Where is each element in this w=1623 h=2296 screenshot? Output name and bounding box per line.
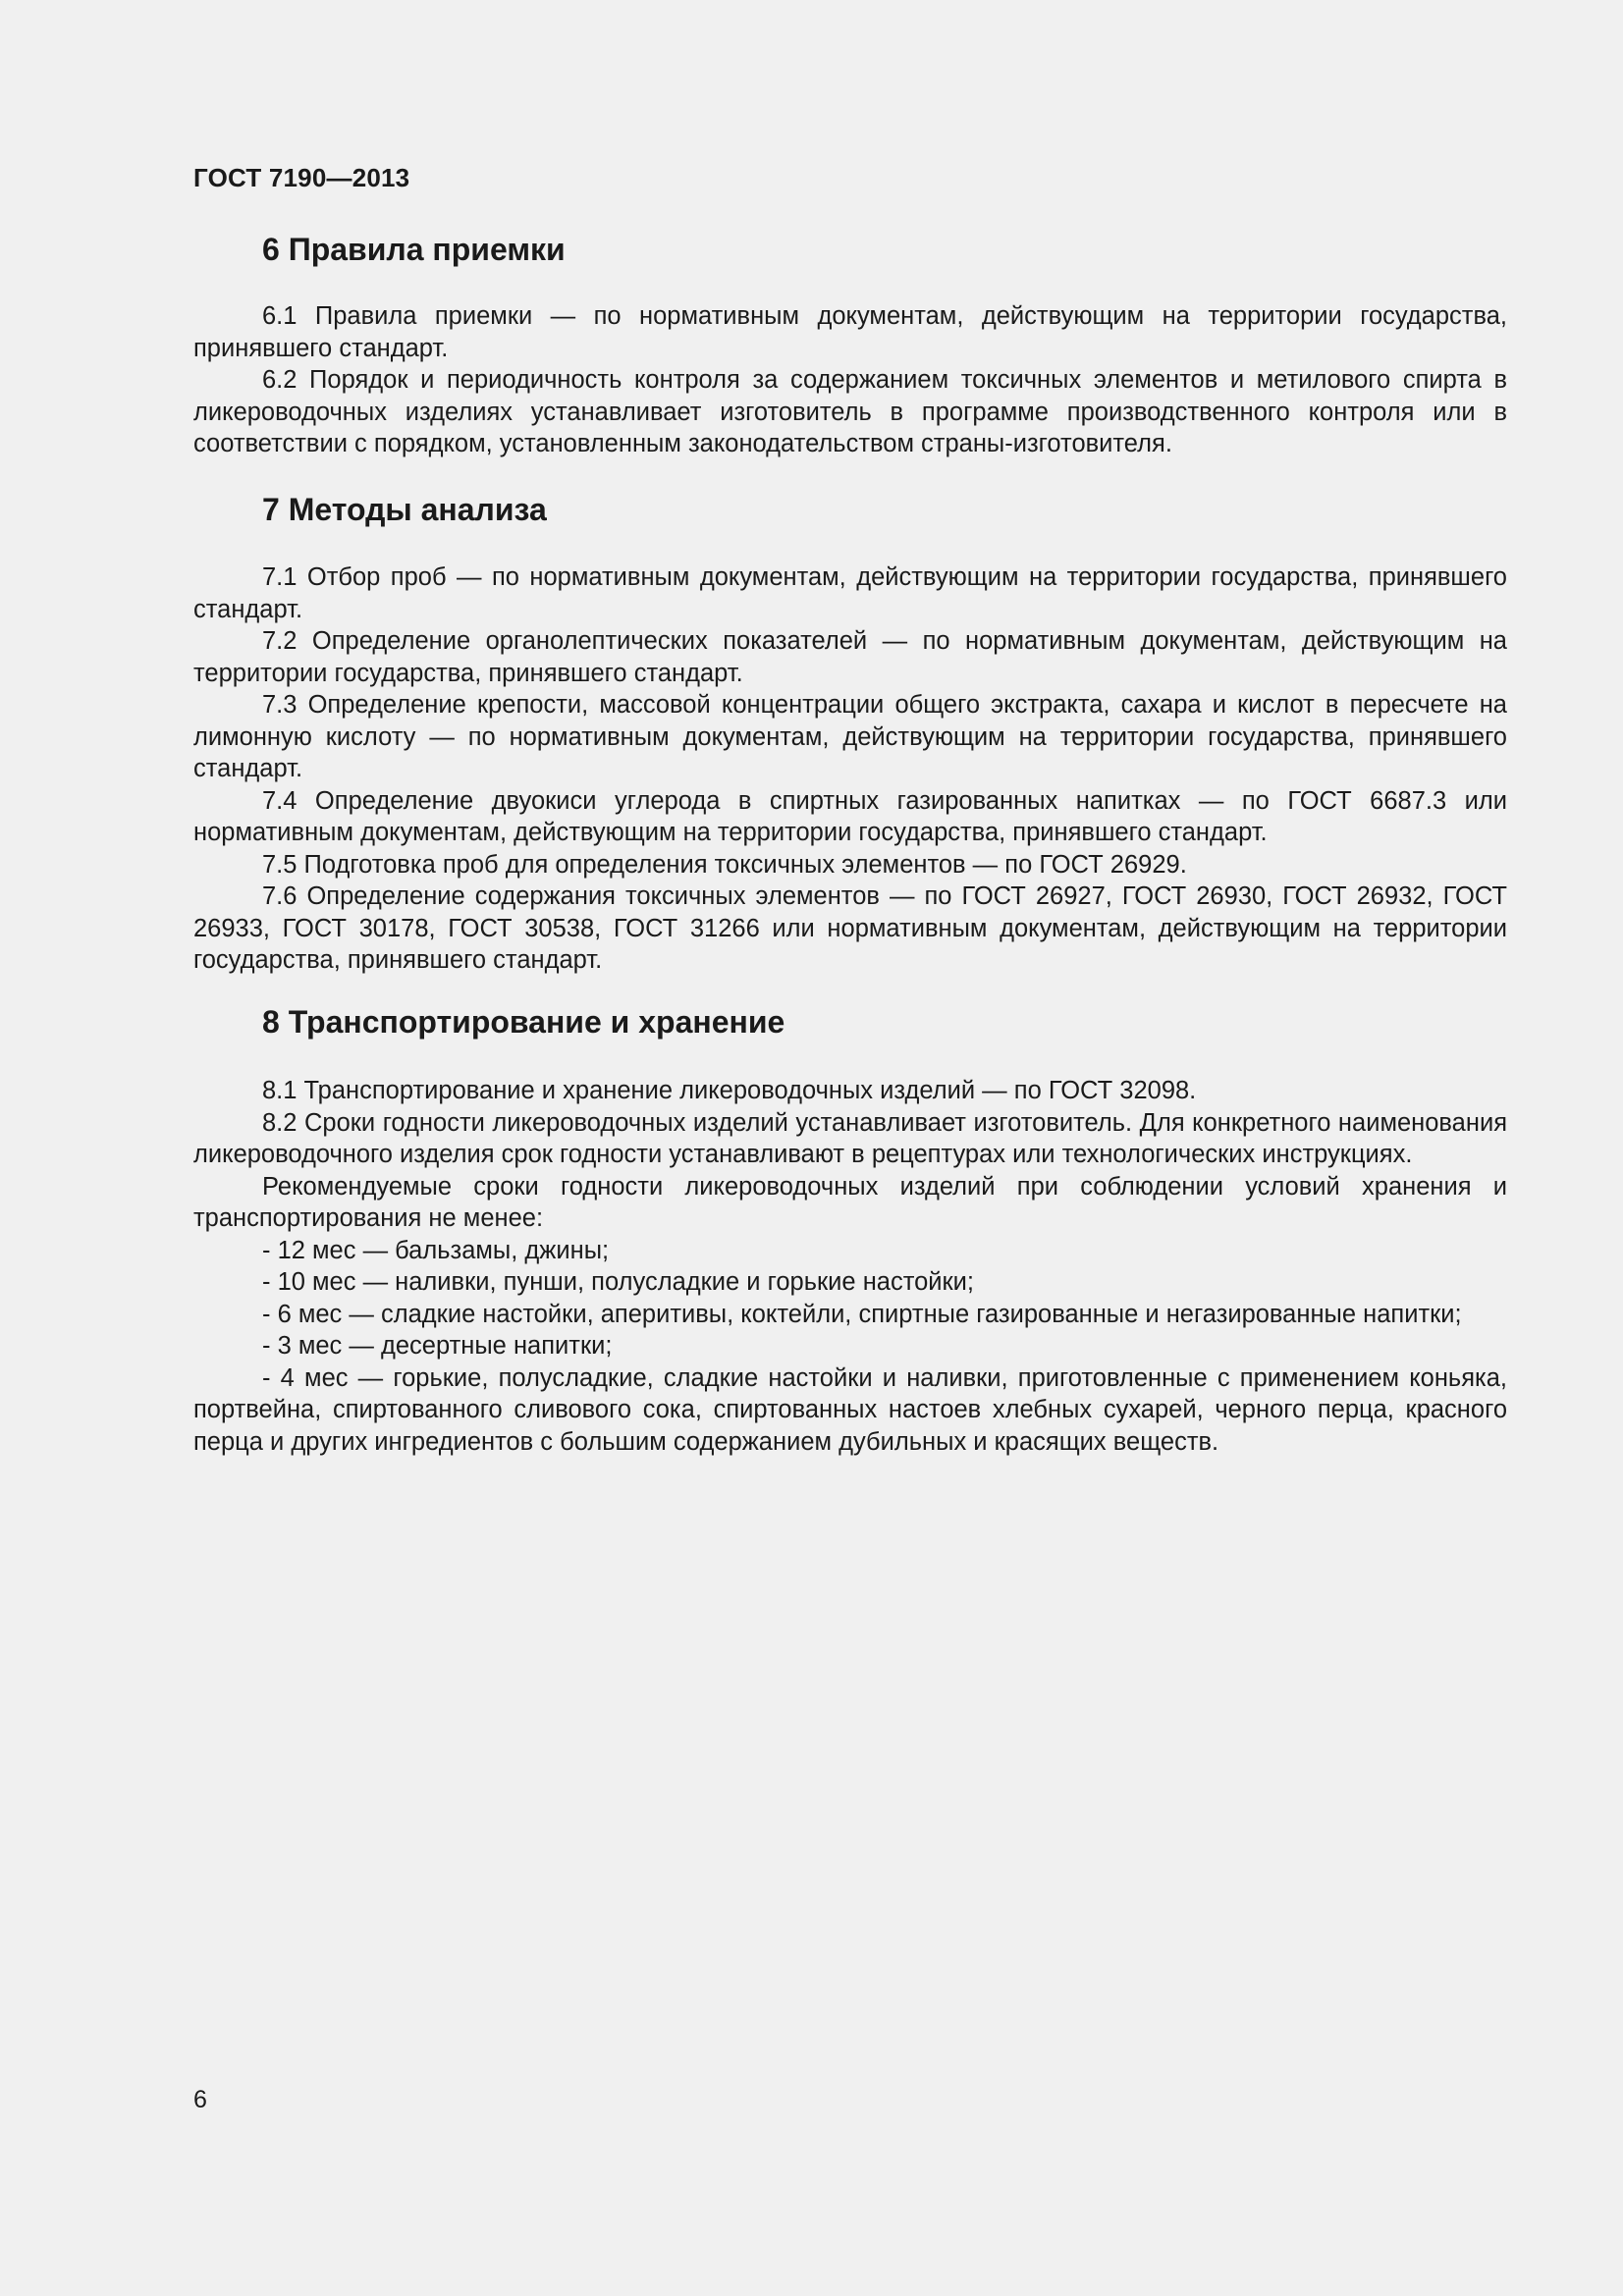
list-item-6-months: - 6 мес — сладкие настойки, аперитивы, коктейли, спиртные газированные и негазированные напитки; <box>262 1300 1462 1328</box>
paragraph-8-2: 8.2 Сроки годности ликероводочных изделий устанавливает изготовитель. Для конкретного наименования ликероводочного изделия срок годности устанавливают в рецептурах или технологических инструкциях. <box>193 1108 1507 1168</box>
list-item-12-months: - 12 мес — бальзамы, джины; <box>262 1236 610 1264</box>
paragraph-7-3: 7.3 Определение крепости, массовой концентрации общего экстракта, сахара и кислот в пересчете на лимонную кислоту — по нормативным документам, действующим на территории государства, принявшего стандарт. <box>193 691 1507 782</box>
section-7-title: 7 Методы анализа <box>262 492 547 527</box>
section-6-body <box>193 300 1507 460</box>
section-8-body <box>193 1075 1507 1458</box>
paragraph-7-6: 7.6 Определение содержания токсичных элементов — по ГОСТ 26927, ГОСТ 26930, ГОСТ 26932, ГОСТ 26933, ГОСТ 30178, ГОСТ 30538, ГОСТ 31266 или нормативным документам, действующим на территории государства, принявшего стандарт. <box>193 882 1507 974</box>
paragraph-7-4: 7.4 Определение двуокиси углерода в спиртных газированных напитках — по ГОСТ 6687.3 или нормативным документам, действующим на территории государства, принявшего стандарт. <box>193 786 1507 846</box>
paragraph-6-2: 6.2 Порядок и периодичность контроля за содержанием токсичных элементов и метилового спирта в ликероводочных изделиях устанавливает изготовитель в программе производственного контроля или в соответствии с порядком, установленным законодательством страны-изготовителя. <box>193 366 1507 457</box>
paragraph-7-1: 7.1 Отбор проб — по нормативным документам, действующим на территории государства, принявшего стандарт. <box>193 563 1507 623</box>
document-id-header: ГОСТ 7190—2013 <box>193 163 410 192</box>
section-6-title: 6 Правила приемки <box>262 232 566 267</box>
paragraph-6-1: 6.1 Правила приемки — по нормативным документам, действующим на территории государства, принявшего стандарт. <box>193 302 1507 362</box>
list-item-3-months: - 3 мес — десертные напитки; <box>262 1332 613 1360</box>
section-7-body <box>193 561 1507 977</box>
paragraph-recommended-terms: Рекомендуемые сроки годности ликероводочных изделий при соблюдении условий хранения и транспортирования не менее: <box>193 1172 1507 1232</box>
list-item-4-months: - 4 мес — горькие, полусладкие, сладкие настойки и наливки, приготовленные с применением коньяка, портвейна, спиртованного сливового сока, спиртованных настоев хлебных сухарей, черного перца, красного перца и других ингредиентов с большим содержанием дубильных и красящих веществ. <box>193 1363 1507 1456</box>
paragraph-8-1: 8.1 Транспортирование и хранение ликероводочных изделий — по ГОСТ 32098. <box>262 1077 1197 1104</box>
paragraph-7-2: 7.2 Определение органолептических показателей — по нормативным документам, действующим на территории государства, принявшего стандарт. <box>193 627 1507 687</box>
section-8-title: 8 Транспортирование и хранение <box>262 1004 785 1040</box>
list-item-10-months: - 10 мес — наливки, пунши, полусладкие и горькие настойки; <box>262 1268 975 1296</box>
paragraph-7-5: 7.5 Подготовка проб для определения токсичных элементов — по ГОСТ 26929. <box>262 850 1187 879</box>
page-number: 6 <box>193 2086 207 2113</box>
